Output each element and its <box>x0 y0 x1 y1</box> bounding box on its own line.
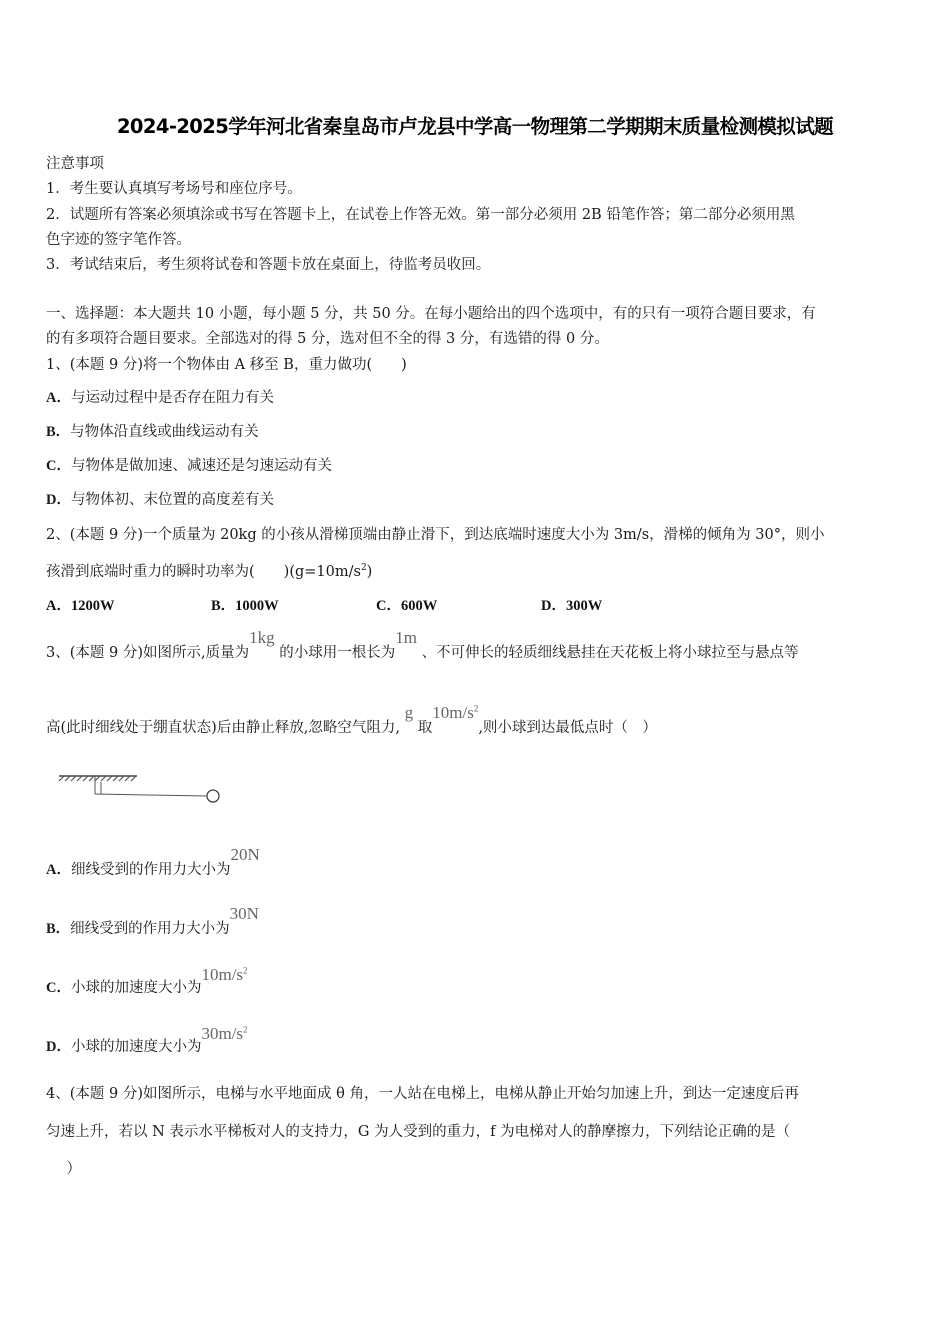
question-text: 取 <box>417 720 433 736</box>
question-3-option-c[interactable] <box>46 965 248 997</box>
notice-item-2: 2．试题所有答案必须填涂或书写在答题卡上，在试卷上作答无效。第一部分必须用 2B 铅笔作答；第二部分必须用黑 <box>46 207 795 223</box>
option-text: 与物体初、末位置的高度差有关 <box>70 492 274 508</box>
question-3-option-a[interactable] <box>46 845 260 879</box>
question-1-option-c[interactable] <box>46 454 332 475</box>
question-3-stem-line2 <box>46 703 657 737</box>
question-3-stem-line1 <box>46 628 799 662</box>
option-label: B． <box>46 921 71 937</box>
notice-heading: 注意事项 <box>46 156 104 172</box>
question-number: 2、 <box>46 527 70 543</box>
option-text: 细线受到的作用力大小为 <box>70 862 231 878</box>
option-label: D． <box>46 1039 71 1055</box>
option-text: 1000W <box>235 598 279 614</box>
question-number: 1、 <box>46 357 70 373</box>
question-text: (本题 9 分)将一个物体由 A 移至 B，重力做功( ) <box>69 357 407 373</box>
question-text: 、不可伸长的轻质细线悬挂在天花板上将小球拉至与悬点等 <box>421 645 799 661</box>
math-value: 20N <box>230 845 260 864</box>
math-value: 30N <box>229 904 259 923</box>
math-value: 10m/s <box>432 703 474 722</box>
superscript: 2 <box>243 965 248 976</box>
math-mass: 1kg <box>249 628 275 647</box>
question-2-option-b[interactable] <box>211 594 279 615</box>
question-text: (本题 9 分)如图所示,质量为 <box>69 645 250 661</box>
option-text: 与运动过程中是否存在阻力有关 <box>70 390 274 406</box>
question-text: ) <box>366 564 373 580</box>
option-label: B． <box>211 598 236 614</box>
superscript: 2 <box>473 703 479 714</box>
question-3-option-b[interactable] <box>46 904 259 938</box>
question-text: 高(此时细线处于绷直状态)后由静止释放,忽略空气阻力, <box>46 720 401 736</box>
question-3-option-d[interactable] <box>46 1024 248 1056</box>
superscript: 2 <box>243 1024 248 1035</box>
option-label: C． <box>46 458 71 474</box>
notice-item-2-cont: 色字迹的签字笔作答。 <box>46 232 191 248</box>
option-text: 细线受到的作用力大小为 <box>70 921 230 937</box>
option-label: D． <box>46 492 71 508</box>
question-text: (本题 9 分)一个质量为 20kg 的小孩从滑梯顶端由静止滑下，到达底端时速度大小为 3m/s，滑梯的倾角为 30°，则小 <box>69 527 825 543</box>
question-1-stem <box>46 353 407 374</box>
math-g: g <box>404 703 414 722</box>
option-text: 小球的加速度大小为 <box>70 1039 202 1055</box>
question-2-option-c[interactable] <box>376 594 437 615</box>
math-number: 30m/s <box>201 1024 244 1043</box>
superscript: 2 <box>360 563 367 574</box>
pendulum-diagram <box>55 768 230 812</box>
option-text: 小球的加速度大小为 <box>70 980 202 996</box>
question-text: ,则小球到达最低点时（ ） <box>478 720 657 736</box>
option-label: A． <box>46 390 71 406</box>
option-text: 600W <box>400 598 438 614</box>
section-instructions-line1: 一、选择题：本大题共 10 小题，每小题 5 分，共 50 分。在每小题给出的四个选项中，有的只有一项符合题目要求，有 <box>46 306 816 322</box>
question-number: 4、 <box>46 1086 70 1102</box>
option-text: 1200W <box>70 598 115 614</box>
option-label: D． <box>541 598 566 614</box>
option-label: B． <box>46 424 71 440</box>
option-label: A． <box>46 598 71 614</box>
option-text: 与物体是做加速、减速还是匀速运动有关 <box>70 458 332 474</box>
question-text: 孩滑到底端时重力的瞬时功率为( )(g=10m/s <box>46 564 361 580</box>
question-2-stem-line2 <box>46 560 372 581</box>
question-4-stem-line2: 匀速上升，若以 N 表示水平梯板对人的支持力，G 为人受到的重力，f 为电梯对人的静摩擦力，下列结论正确的是（ <box>46 1124 791 1140</box>
math-value <box>201 965 247 984</box>
section-instructions-line2: 的有多项符合题目要求。全部选对的得 5 分，选对但不全的得 3 分，有选错的得 0 分。 <box>46 331 609 347</box>
question-2-option-d[interactable] <box>541 594 602 615</box>
option-text: 300W <box>565 598 603 614</box>
option-label: C． <box>376 598 401 614</box>
math-value <box>201 1024 247 1043</box>
question-text: 的小球用一根长为 <box>279 645 396 661</box>
pendulum-figure-icon <box>55 768 230 808</box>
question-2-option-a[interactable] <box>46 594 114 615</box>
notice-item-1: 1．考生要认真填写考场号和座位序号。 <box>46 181 302 197</box>
option-label: C． <box>46 980 71 996</box>
question-1-option-b[interactable] <box>46 420 259 441</box>
notice-item-3: 3．考试结束后，考生须将试卷和答题卡放在桌面上，待监考员收回。 <box>46 257 491 273</box>
question-1-option-d[interactable] <box>46 488 274 509</box>
option-label: A． <box>46 862 71 878</box>
math-length: 1m <box>395 628 417 647</box>
question-4-stem-line1 <box>46 1082 799 1103</box>
page-title: 2024-2025学年河北省秦皇岛市卢龙县中学高一物理第二学期期末质量检测模拟试题 <box>116 115 834 138</box>
question-2-stem-line1 <box>46 523 824 544</box>
question-number: 3、 <box>46 645 70 661</box>
question-1-option-a[interactable] <box>46 386 274 407</box>
math-number: 10m/s <box>201 965 244 984</box>
question-4-stem-line3: ） <box>52 1161 81 1177</box>
question-text: (本题 9 分)如图所示，电梯与水平地面成 θ 角，一人站在电梯上，电梯从静止开始匀加速上升，到达一定速度后再 <box>69 1086 799 1102</box>
option-text: 与物体沿直线或曲线运动有关 <box>70 424 259 440</box>
math-g-value <box>432 703 478 722</box>
